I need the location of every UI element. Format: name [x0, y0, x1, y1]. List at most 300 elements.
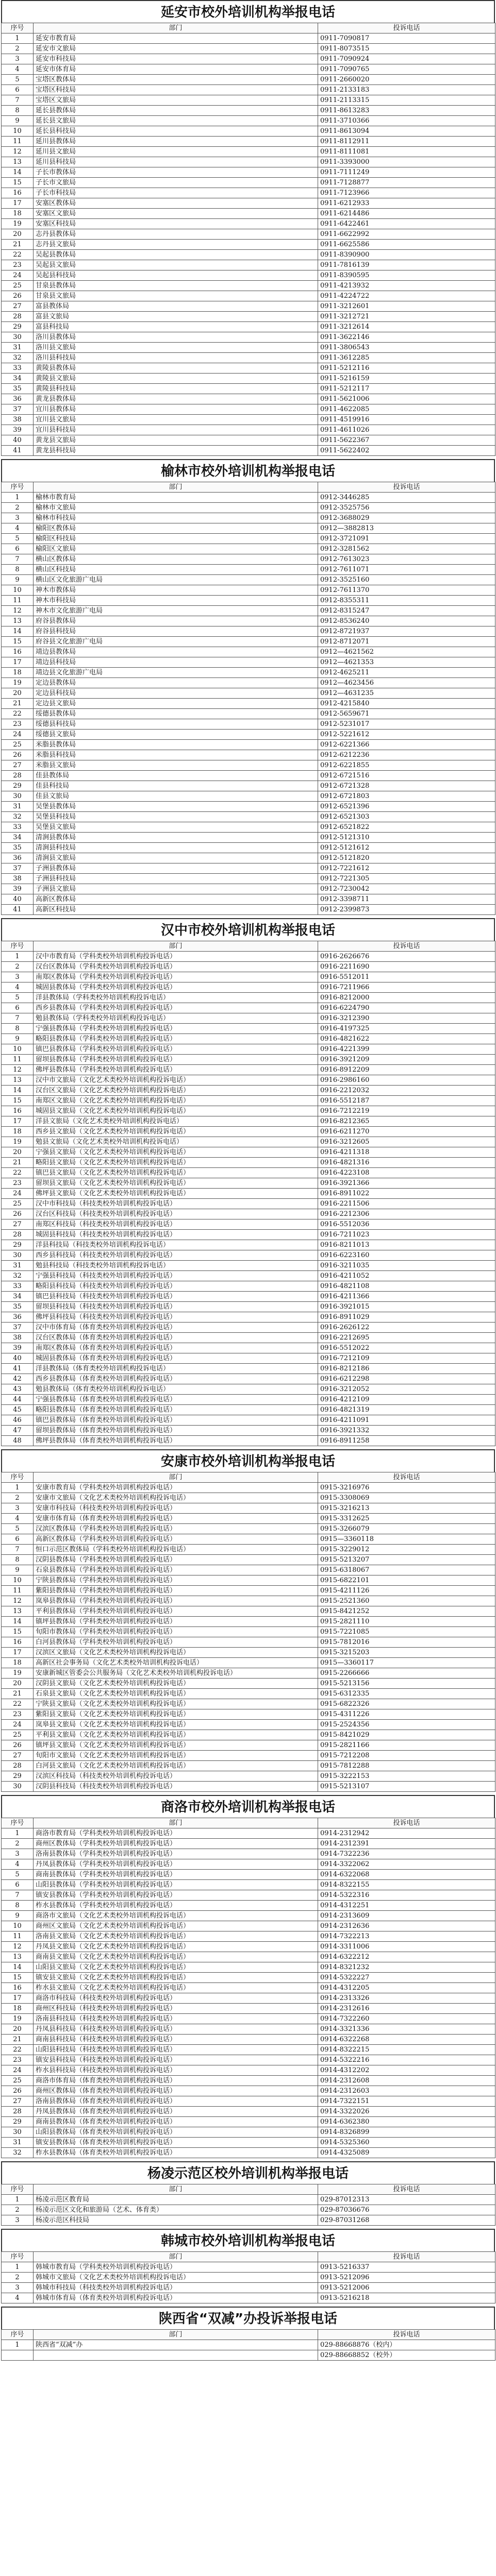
- column-header-phone: 投诉电话: [318, 2252, 495, 2262]
- row-phone: 0912-4625211: [318, 668, 495, 678]
- row-department: 高新区科技局: [34, 905, 318, 915]
- row-department: 南郑区文旅局（文化艺术类校外培训机构投诉电话）: [34, 1096, 318, 1106]
- table-row: [2, 188, 495, 198]
- section-title: 延安市校外培训机构举报电话: [1, 0, 495, 23]
- row-phone: 0916-3921332: [318, 1426, 495, 1436]
- row-phone: 0911-7816139: [318, 260, 495, 270]
- row-index: 13: [2, 1606, 34, 1617]
- table-row: [2, 1240, 495, 1250]
- row-index: 10: [2, 1921, 34, 1931]
- row-phone: 0916-7211023: [318, 1230, 495, 1240]
- row-department: 宁强县教体局（体育类校外培训机构投诉电话）: [34, 1395, 318, 1405]
- row-department: 汉阴县教体局（学科类校外培训机构投诉电话）: [34, 1555, 318, 1565]
- row-department: 丹凤县教体局（学科类校外培训机构投诉电话）: [34, 1859, 318, 1870]
- table-row: [2, 1586, 495, 1596]
- hotline-table: [1, 2184, 495, 2226]
- row-department: 佛坪县科技局（科技类校外培训机构投诉电话）: [34, 1312, 318, 1323]
- section-title: 商洛市校外培训机构举报电话: [1, 1795, 495, 1818]
- table-row: [2, 1116, 495, 1127]
- row-department: 洛南县科技局（科技类校外培训机构投诉电话）: [34, 2014, 318, 2024]
- table-row: [2, 822, 495, 833]
- table-row: [2, 1668, 495, 1679]
- row-phone: 0911-2113315: [318, 95, 495, 106]
- row-index: 28: [2, 1230, 34, 1240]
- table-row: [2, 446, 495, 456]
- row-index: 32: [2, 2148, 34, 2158]
- row-phone: 0912-3281562: [318, 544, 495, 554]
- row-phone: 0916-4223108: [318, 1168, 495, 1178]
- row-phone: 0911-6622992: [318, 229, 495, 240]
- row-phone: 0911-5622402: [318, 446, 495, 456]
- table-row: [2, 1281, 495, 1292]
- row-phone: 0912-5221612: [318, 730, 495, 740]
- row-index: 39: [2, 1343, 34, 1353]
- table-row: [2, 2065, 495, 2076]
- table-row: [2, 2014, 495, 2024]
- row-department: 子长市科技局: [34, 188, 318, 198]
- row-department: 延长县教体局: [34, 106, 318, 116]
- row-department: 延安市体育局: [34, 64, 318, 75]
- table-row: [2, 2283, 495, 2293]
- row-department: 榆阳区教体局: [34, 523, 318, 534]
- row-index: 3: [2, 972, 34, 982]
- row-index: 3: [2, 2215, 34, 2226]
- table-row: [2, 750, 495, 760]
- row-department: 商南县教体局（学科类校外培训机构投诉电话）: [34, 1870, 318, 1880]
- row-index: 8: [2, 565, 34, 575]
- row-index: 32: [2, 353, 34, 363]
- row-department: 陕西省“双减”办: [34, 2340, 318, 2350]
- row-index: 25: [2, 740, 34, 750]
- row-department: 米脂县教体局: [34, 740, 318, 750]
- row-index: 38: [2, 415, 34, 425]
- table-row: [2, 1720, 495, 1730]
- row-phone: 0911-7090817: [318, 33, 495, 44]
- table-row: [2, 884, 495, 894]
- table-row: [2, 1075, 495, 1086]
- table-row: [2, 229, 495, 240]
- row-index: 30: [2, 332, 34, 343]
- row-index: 41: [2, 446, 34, 456]
- row-index: 1: [2, 952, 34, 962]
- row-index: 25: [2, 1730, 34, 1740]
- row-department: 西乡县教体局（学科类校外培训机构投诉电话）: [34, 1003, 318, 1013]
- row-index: 1: [2, 1828, 34, 1839]
- row-phone: 0911-5212117: [318, 384, 495, 394]
- table-row: [2, 1003, 495, 1013]
- row-index: 41: [2, 1364, 34, 1374]
- table-row: [2, 699, 495, 709]
- row-index: 15: [2, 1096, 34, 1106]
- row-index: 8: [2, 1024, 34, 1034]
- hotline-section: [0, 2161, 496, 2229]
- table-row: [2, 1555, 495, 1565]
- row-index: 9: [2, 1034, 34, 1044]
- row-department: 安康市科技局（科技类校外培训机构投诉电话）: [34, 1503, 318, 1514]
- row-index: 2: [2, 962, 34, 972]
- row-phone: 029-87012313: [318, 2195, 495, 2205]
- table-row: [2, 1880, 495, 1890]
- row-department: 吴起县教体局: [34, 250, 318, 260]
- row-index: 20: [2, 2024, 34, 2035]
- table-header-row: [2, 1472, 495, 1483]
- hotline-table: [1, 482, 495, 915]
- hotline-section: [0, 0, 496, 459]
- row-index: 17: [2, 1116, 34, 1127]
- row-department: 汉滨区教体局（学科类校外培训机构投诉电话）: [34, 1524, 318, 1534]
- row-index: 22: [2, 1168, 34, 1178]
- table-row: [2, 2107, 495, 2117]
- row-phone: 0916-3921209: [318, 1055, 495, 1065]
- table-header-row: [2, 2252, 495, 2262]
- row-index: 29: [2, 1240, 34, 1250]
- row-index: 39: [2, 425, 34, 435]
- table-row: [2, 116, 495, 126]
- row-phone: 0911-2133183: [318, 85, 495, 95]
- row-phone: 0916-3211035: [318, 1261, 495, 1271]
- row-department: 商南县教体局（体育类校外培训机构投诉电话）: [34, 2117, 318, 2127]
- row-department: 山阳县科技局（科技类校外培训机构投诉电话）: [34, 2045, 318, 2055]
- row-department: 横山区教体局: [34, 554, 318, 565]
- row-index: 35: [2, 384, 34, 394]
- row-index: 28: [2, 2107, 34, 2117]
- row-department: 宁陕县文旅局（文化艺术类校外培训机构投诉电话）: [34, 1699, 318, 1709]
- row-department: 白河县教体局（学科类校外培训机构投诉电话）: [34, 1637, 318, 1648]
- hotline-section: [0, 2307, 496, 2364]
- hotline-section: [0, 2229, 496, 2307]
- row-phone: 0912-5121612: [318, 843, 495, 853]
- row-index: 14: [2, 626, 34, 637]
- row-index: 30: [2, 1250, 34, 1261]
- row-phone: 0916-4197325: [318, 1024, 495, 1034]
- table-row: [2, 2340, 495, 2350]
- row-index: 1: [2, 1483, 34, 1493]
- hotline-table: [1, 1818, 495, 2158]
- row-phone: 0914-2312608: [318, 2076, 495, 2086]
- table-row: [2, 394, 495, 404]
- row-department: 镇巴县教体局（体育类校外培训机构投诉电话）: [34, 1415, 318, 1426]
- column-header-index: 序号: [2, 941, 34, 952]
- row-index: 40: [2, 435, 34, 446]
- row-department: 平利县教体局（学科类校外培训机构投诉电话）: [34, 1606, 318, 1617]
- table-row: [2, 209, 495, 219]
- row-phone: 0916-5512022: [318, 1343, 495, 1353]
- table-row: [2, 606, 495, 616]
- table-row: [2, 2350, 495, 2361]
- row-department: 佛坪县教体局（体育类校外培训机构投诉电话）: [34, 1436, 318, 1446]
- row-index: 36: [2, 1312, 34, 1323]
- table-header-row: [2, 2184, 495, 2195]
- row-index: 22: [2, 709, 34, 719]
- row-index: 14: [2, 1086, 34, 1096]
- column-header-dept: 部门: [34, 2252, 318, 2262]
- row-department: 镇巴县教体局（学科类校外培训机构投诉电话）: [34, 1044, 318, 1055]
- row-phone: 0911-4611026: [318, 425, 495, 435]
- column-header-index: 序号: [2, 1472, 34, 1483]
- table-row: [2, 894, 495, 905]
- row-index: 10: [2, 1044, 34, 1055]
- row-index: 10: [2, 585, 34, 596]
- row-department: 神木市文化旅游广电局: [34, 606, 318, 616]
- row-department: 镇巴县科技局（科技类校外培训机构投诉电话）: [34, 1292, 318, 1302]
- row-index: 27: [2, 760, 34, 771]
- row-phone: 0916-5512011: [318, 972, 495, 982]
- table-row: [2, 1493, 495, 1503]
- table-row: [2, 863, 495, 874]
- row-index: 6: [2, 1880, 34, 1890]
- column-header-phone: 投诉电话: [318, 1472, 495, 1483]
- table-row: [2, 1065, 495, 1075]
- table-row: [2, 1271, 495, 1281]
- table-row: [2, 503, 495, 513]
- row-phone: 0912-6721516: [318, 771, 495, 781]
- table-row: [2, 1606, 495, 1617]
- row-department: 吴堡县科技局: [34, 812, 318, 822]
- row-department: 商州区教体局（体育类校外培训机构投诉电话）: [34, 2086, 318, 2096]
- row-index: 15: [2, 178, 34, 188]
- row-index: 7: [2, 95, 34, 106]
- row-phone: 0911-3710366: [318, 116, 495, 126]
- row-department: 靖边县文化旅游广电局: [34, 668, 318, 678]
- row-phone: 0914-8322215: [318, 2045, 495, 2055]
- table-row: [2, 1483, 495, 1493]
- table-row: [2, 85, 495, 95]
- table-row: [2, 1782, 495, 1792]
- row-department: 汉台区教体局（体育类校外培训机构投诉电话）: [34, 1333, 318, 1343]
- row-index: 8: [2, 106, 34, 116]
- row-phone: 0911-2660020: [318, 75, 495, 85]
- table-row: [2, 1637, 495, 1648]
- row-phone: 0914-3311006: [318, 1942, 495, 1952]
- row-index: 45: [2, 1405, 34, 1415]
- hotline-table: [1, 2329, 495, 2361]
- row-phone: 0916-4821622: [318, 1034, 495, 1044]
- row-department: 靖边县教体局: [34, 647, 318, 657]
- row-index: 14: [2, 1617, 34, 1627]
- row-phone: 0911-4224722: [318, 291, 495, 301]
- table-row: [2, 1261, 495, 1271]
- row-index: 30: [2, 2127, 34, 2138]
- row-phone: 0915-3308069: [318, 1493, 495, 1503]
- row-department: 吴起县科技局: [34, 270, 318, 281]
- row-phone: 0912—4623456: [318, 678, 495, 688]
- table-row: [2, 688, 495, 699]
- row-phone: 0915-7812016: [318, 1637, 495, 1648]
- row-index: 27: [2, 1219, 34, 1230]
- row-index: 34: [2, 1292, 34, 1302]
- row-phone: 0911-5622367: [318, 435, 495, 446]
- row-phone: 0916-2212695: [318, 1333, 495, 1343]
- table-row: [2, 1534, 495, 1545]
- row-department: 绥德县科技局: [34, 719, 318, 730]
- section-title: 韩城市校外培训机构举报电话: [1, 2229, 495, 2251]
- table-header-row: [2, 23, 495, 33]
- row-department: 岚皋县文旅局（文化艺术类校外培训机构投诉电话）: [34, 1720, 318, 1730]
- row-index: 21: [2, 240, 34, 250]
- row-phone: 0916-4221399: [318, 1044, 495, 1055]
- row-phone: 0915-3216213: [318, 1503, 495, 1514]
- table-row: [2, 1230, 495, 1240]
- table-row: [2, 240, 495, 250]
- table-row: [2, 1730, 495, 1740]
- table-row: [2, 44, 495, 54]
- row-phone: 0912-7611071: [318, 565, 495, 575]
- row-index: 1: [2, 2262, 34, 2273]
- row-phone: 0916-2211506: [318, 1199, 495, 1209]
- row-index: 46: [2, 1415, 34, 1426]
- row-index: 37: [2, 404, 34, 415]
- row-phone: 0912—4631235: [318, 688, 495, 699]
- row-phone: 0914-7322213: [318, 1931, 495, 1942]
- row-phone: 0914-2312616: [318, 2004, 495, 2014]
- row-department: 略阳县教体局（体育类校外培训机构投诉电话）: [34, 1405, 318, 1415]
- row-index: 7: [2, 1545, 34, 1555]
- row-department: 子洲县科技局: [34, 874, 318, 884]
- row-department: 勉县文旅局（文化艺术类校外培训机构投诉电话）: [34, 1137, 318, 1147]
- row-phone: 0916-8911258: [318, 1436, 495, 1446]
- section-gap: [0, 2361, 496, 2364]
- row-index: 3: [2, 54, 34, 64]
- row-department: 洋县文旅局（文化艺术类校外培训机构投诉电话）: [34, 1116, 318, 1127]
- table-row: [2, 1931, 495, 1942]
- table-row: [2, 95, 495, 106]
- row-phone: 0911-7090924: [318, 54, 495, 64]
- row-phone: 0915-3312625: [318, 1514, 495, 1524]
- table-row: [2, 1426, 495, 1436]
- row-department: 西乡县教体局（体育类校外培训机构投诉电话）: [34, 1374, 318, 1384]
- column-header-dept: 部门: [34, 2330, 318, 2340]
- row-index: 12: [2, 1065, 34, 1075]
- row-phone: 0915-6822326: [318, 1699, 495, 1709]
- row-department: 清涧县文旅局: [34, 853, 318, 863]
- row-index: 13: [2, 1075, 34, 1086]
- row-index: 39: [2, 884, 34, 894]
- row-department: 甘泉县教体局: [34, 281, 318, 291]
- row-department: 略阳县文旅局（文化艺术类校外培训机构投诉电话）: [34, 1158, 318, 1168]
- row-index: 29: [2, 322, 34, 332]
- row-index: 2: [2, 2273, 34, 2283]
- table-row: [2, 2024, 495, 2035]
- hotline-table: [1, 941, 495, 1446]
- row-phone: 0916-3921366: [318, 1178, 495, 1189]
- row-index: 27: [2, 1751, 34, 1761]
- row-index: 24: [2, 1189, 34, 1199]
- table-row: [2, 1565, 495, 1575]
- table-row: [2, 2045, 495, 2055]
- row-index: 18: [2, 668, 34, 678]
- row-phone: 0912-3446285: [318, 493, 495, 503]
- table-row: [2, 657, 495, 668]
- row-index: 24: [2, 1720, 34, 1730]
- row-phone: 0911-8112911: [318, 137, 495, 147]
- row-phone: 0916-5512036: [318, 1219, 495, 1230]
- row-department: 城固县文旅局（文化艺术类校外培训机构投诉电话）: [34, 1106, 318, 1116]
- row-phone: 0912-8536240: [318, 616, 495, 626]
- row-department: 绥德县教体局: [34, 709, 318, 719]
- row-phone: 0916-4211366: [318, 1292, 495, 1302]
- row-phone: 0916-2212306: [318, 1209, 495, 1219]
- row-phone: 0916-7212219: [318, 1106, 495, 1116]
- row-phone: 0912-7230042: [318, 884, 495, 894]
- row-phone: 0915-2524356: [318, 1720, 495, 1730]
- table-row: [2, 1699, 495, 1709]
- table-row: [2, 1839, 495, 1849]
- row-department: 安塞区科技局: [34, 219, 318, 229]
- table-row: [2, 874, 495, 884]
- row-department: 安塞区文旅局: [34, 209, 318, 219]
- row-index: 36: [2, 394, 34, 404]
- row-index: 12: [2, 147, 34, 157]
- row-index: 30: [2, 791, 34, 802]
- table-row: [2, 1596, 495, 1606]
- row-index: 31: [2, 1261, 34, 1271]
- row-phone: 0914-5325360: [318, 2138, 495, 2148]
- table-row: [2, 493, 495, 503]
- table-row: [2, 1859, 495, 1870]
- row-department: 汉中市科技局（科技类校外培训机构投诉电话）: [34, 1199, 318, 1209]
- table-row: [2, 2076, 495, 2086]
- table-row: [2, 972, 495, 982]
- row-department: 商州区科技局（科技类校外培训机构投诉电话）: [34, 2004, 318, 2014]
- row-phone: 0911-4622085: [318, 404, 495, 415]
- row-phone: 0915-5213207: [318, 1555, 495, 1565]
- row-phone: 0916-4211318: [318, 1147, 495, 1158]
- row-index: 35: [2, 1302, 34, 1312]
- table-row: [2, 771, 495, 781]
- row-department: 柞水县文旅局（文化艺术类校外培训机构投诉电话）: [34, 1983, 318, 1993]
- table-row: [2, 1751, 495, 1761]
- row-phone: 0914-3322062: [318, 1859, 495, 1870]
- row-department: 西乡县科技局（科技类校外培训机构投诉电话）: [34, 1250, 318, 1261]
- row-department: 勉县教体局（学科类校外培训机构投诉电话）: [34, 1013, 318, 1024]
- row-department: 延川县文旅局: [34, 147, 318, 157]
- row-index: 17: [2, 657, 34, 668]
- table-row: [2, 1024, 495, 1034]
- row-department: 安塞区教体局: [34, 198, 318, 209]
- row-phone: 0915-5213107: [318, 1782, 495, 1792]
- row-department: 勉县教体局（体育类校外培训机构投诉电话）: [34, 1384, 318, 1395]
- row-phone: 0916-2626676: [318, 952, 495, 962]
- row-department: 南郑区教体局（体育类校外培训机构投诉电话）: [34, 1343, 318, 1353]
- row-index: 2: [2, 1839, 34, 1849]
- row-department: 丹凤县科技局（科技类校外培训机构投诉电话）: [34, 2024, 318, 2035]
- column-header-phone: 投诉电话: [318, 2330, 495, 2340]
- row-department: 富县文旅局: [34, 312, 318, 322]
- row-department: 子长市教体局: [34, 167, 318, 178]
- table-row: [2, 647, 495, 657]
- row-index: 19: [2, 219, 34, 229]
- row-phone: 0914-6322268: [318, 2035, 495, 2045]
- row-index: 12: [2, 606, 34, 616]
- table-row: [2, 554, 495, 565]
- row-department: 旬阳市文旅局（文化艺术类校外培训机构投诉电话）: [34, 1751, 318, 1761]
- row-index: 32: [2, 812, 34, 822]
- row-department: 宜川县文旅局: [34, 415, 318, 425]
- table-row: [2, 2262, 495, 2273]
- row-department: 佳县文旅局: [34, 791, 318, 802]
- row-index: 4: [2, 982, 34, 993]
- row-index: 16: [2, 1106, 34, 1116]
- table-row: [2, 2138, 495, 2148]
- column-header-dept: 部门: [34, 482, 318, 493]
- row-department: 商南县科技局（科技类校外培训机构投诉电话）: [34, 2035, 318, 2045]
- row-index: 9: [2, 116, 34, 126]
- row-department: 石泉县文旅局（文化艺术类校外培训机构投诉电话）: [34, 1689, 318, 1699]
- row-department: 商洛市体育局（体育类校外培训机构投诉电话）: [34, 2076, 318, 2086]
- row-department: 宁强县文旅局（文化艺术类校外培训机构投诉电话）: [34, 1147, 318, 1158]
- row-index: 31: [2, 343, 34, 353]
- row-phone: 0911-8390595: [318, 270, 495, 281]
